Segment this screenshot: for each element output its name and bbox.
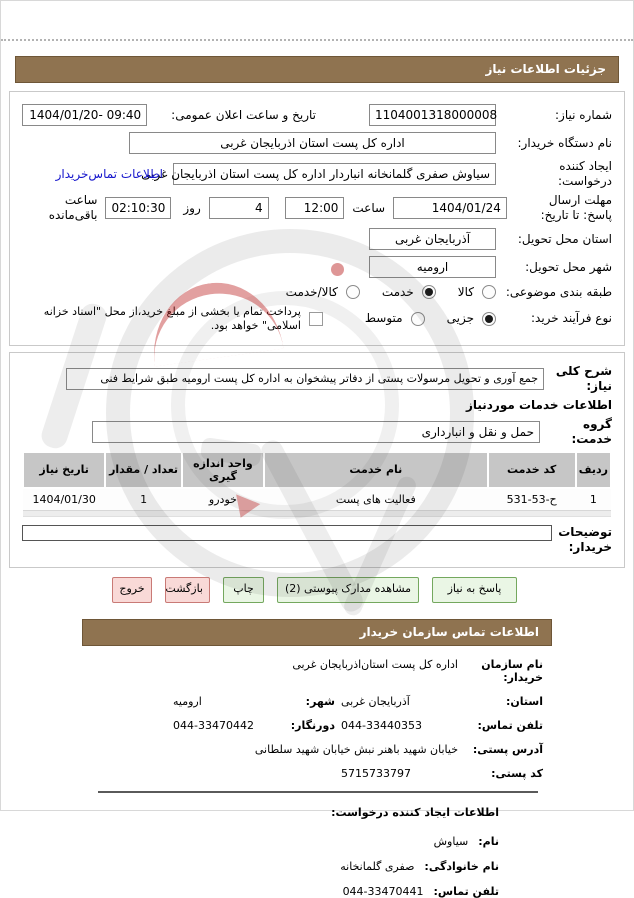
section-divider <box>98 791 538 793</box>
org-name-row <box>1 658 543 684</box>
col-need-date: تاریخ نیاز <box>23 452 105 488</box>
cell-service-code: 531-53-ح <box>488 488 576 511</box>
service-group-row <box>22 417 612 447</box>
creator-name-label: نام: <box>478 834 499 848</box>
creator-name-row <box>1 835 499 848</box>
org-contact-section <box>1 658 633 780</box>
details-section-header: جزئیات اطلاعات نیاز <box>15 56 619 83</box>
buyer-notes-row <box>22 525 612 555</box>
cell-row-number: 1 <box>576 488 611 511</box>
need-info-panel <box>9 91 625 346</box>
announce-datetime-field[interactable]: 1404/01/20- 09:40 <box>22 104 147 126</box>
process-type-label: نوع فرآیند خرید: <box>531 311 612 326</box>
org-name-label: نام سازمان خریدار: <box>481 657 543 684</box>
org-phone-value: 044-33440353 <box>341 718 422 732</box>
radio-goods-service[interactable] <box>346 285 360 299</box>
col-service-code: کد خدمت <box>488 452 576 488</box>
request-creator-title: اطلاعات ایجاد کننده درخواست: <box>331 805 499 819</box>
delivery-province-label: استان محل تحویل: <box>517 231 612 246</box>
org-province-value: آذربایجان غربی <box>341 694 410 708</box>
response-deadline-label: مهلت ارسال پاسخ: تا تاریخ: <box>540 193 612 222</box>
buyer-notes-field[interactable] <box>22 525 552 541</box>
radio-service[interactable] <box>422 285 436 299</box>
org-phone-label: تلفن تماس: <box>477 718 543 732</box>
org-phone-fax-row <box>1 719 543 732</box>
org-postal-value: 5715733797 <box>341 766 411 780</box>
deadline-days-field[interactable]: 4 <box>209 197 269 219</box>
back-button[interactable]: بازگشت <box>165 577 210 603</box>
col-unit: واحد اندازه گیری <box>182 452 264 488</box>
deadline-hour-label: ساعت <box>352 200 386 215</box>
service-group-field[interactable]: حمل و نقل و انبارداری <box>92 421 540 443</box>
org-fax-value: 044-33470442 <box>173 718 254 732</box>
radio-medium-label: متوسط <box>364 311 403 326</box>
org-province-city-row <box>1 695 543 708</box>
org-province-label: استان: <box>506 694 543 708</box>
request-creator-label: ایجاد کننده درخواست: <box>558 159 612 188</box>
cell-service-name: فعالیت های پست <box>264 488 487 511</box>
treasury-note-label: پرداخت تمام یا بخشی از مبلغ خرید،از محل "اسناد خزانه اسلامی" خواهد بود. <box>43 305 301 332</box>
org-address-row <box>1 743 543 756</box>
classification-label: طبقه بندی موضوعی: <box>505 284 612 299</box>
org-city-value: ارومیه <box>173 694 202 708</box>
print-button[interactable]: چاپ <box>223 577 264 603</box>
request-creator-row <box>22 159 612 189</box>
col-quantity: تعداد / مقدار <box>105 452 181 488</box>
contact-section-header: اطلاعات تماس سازمان خریدار <box>82 619 552 646</box>
announce-datetime-label: تاریخ و ساعت اعلان عمومی: <box>171 107 316 122</box>
cell-unit: خودرو <box>182 488 264 511</box>
exit-button[interactable]: خروج <box>112 577 152 603</box>
need-number-label: شماره نیاز: <box>555 107 612 122</box>
service-row[interactable] <box>23 488 611 511</box>
delivery-city-label: شهر محل تحویل: <box>525 259 612 274</box>
creator-phone-row <box>1 885 499 898</box>
org-city-label: شهر: <box>305 694 335 708</box>
radio-goods[interactable] <box>482 285 496 299</box>
delivery-province-row <box>22 227 612 251</box>
request-creator-section <box>1 806 633 898</box>
org-postal-label: کد پستی: <box>491 766 543 780</box>
buyer-contact-link[interactable]: اطلاعات تماس‌خریدار <box>55 167 163 181</box>
delivery-city-row <box>22 255 612 279</box>
need-description-field[interactable]: جمع آوری و تحویل مرسولات پستی از دفاتر پیشخوان به اداره کل پست ارومیه طبق شرایط فنی <box>66 368 544 390</box>
org-name-value: اداره کل پست استان‌اذربایجان غربی <box>292 657 458 671</box>
radio-goods-label: کالا <box>457 284 474 299</box>
radio-goods-service-label: کالا/خدمت <box>285 284 338 299</box>
org-postal-row <box>1 767 543 780</box>
cell-need-date: 1404/01/30 <box>23 488 105 511</box>
action-buttons <box>1 577 517 603</box>
creator-family-row <box>1 860 499 873</box>
buyer-notes-label: توضیحات خریدار: <box>558 524 612 554</box>
services-table <box>22 451 612 517</box>
radio-service-label: خدمت <box>381 284 414 299</box>
table-empty-strip <box>23 510 611 516</box>
creator-family-label: نام خانوادگی: <box>424 859 499 873</box>
org-address-value: خیابان شهید باهنر نبش خیابان شهید سلطانی <box>254 742 458 756</box>
view-attachments-button[interactable]: مشاهده مدارک پیوستی (2) <box>277 577 419 603</box>
remaining-hours-label: ساعت باقی‌مانده <box>48 193 98 222</box>
creator-family-value: صفری گلمانخانه <box>340 859 415 873</box>
col-service-name: نام خدمت <box>264 452 487 488</box>
classification-row <box>22 283 612 301</box>
service-group-label: گروه خدمت: <box>571 416 612 446</box>
need-description-label: شرح کلی نیاز: <box>555 363 612 393</box>
deadline-time-field[interactable]: 12:00 <box>285 197 345 219</box>
buyer-name-field[interactable]: اداره کل پست استان اذربایجان غربی <box>129 132 496 154</box>
process-type-row <box>22 305 612 333</box>
buyer-name-label: نام دستگاه خریدار: <box>517 135 612 150</box>
org-address-label: آدرس پستی: <box>472 742 543 756</box>
respond-to-need-button[interactable]: پاسخ به نیاز <box>432 577 517 603</box>
request-creator-field[interactable]: سیاوش صفری گلمانخانه انباردار اداره کل پست استان اذربایجان غربی <box>173 163 496 185</box>
radio-minor-label: جزیی <box>446 311 474 326</box>
delivery-city-field[interactable]: ارومیه <box>369 256 496 278</box>
radio-medium[interactable] <box>411 312 425 326</box>
day-unit-label: روز <box>183 200 201 215</box>
creator-name-value: سیاوش <box>433 834 469 848</box>
buyer-name-row <box>22 131 612 155</box>
cell-quantity: 1 <box>105 488 181 511</box>
need-description-row <box>22 364 612 394</box>
treasury-checkbox[interactable] <box>309 312 323 326</box>
services-table-header-row <box>23 452 611 488</box>
services-panel <box>9 352 625 568</box>
remaining-time-field[interactable]: 02:10:30 <box>105 197 171 219</box>
response-deadline-row <box>22 193 612 223</box>
need-number-row <box>22 103 612 127</box>
creator-phone-label: تلفن تماس: <box>433 884 499 898</box>
radio-minor[interactable] <box>482 312 496 326</box>
dotted-separator <box>1 39 633 41</box>
deadline-date-field[interactable]: 1404/01/24 <box>393 197 507 219</box>
need-number-field[interactable]: 1104001318000008 <box>369 104 496 126</box>
delivery-province-field[interactable]: آذربایجان غربی <box>369 228 496 250</box>
services-section-title: اطلاعات خدمات موردنیاز <box>465 397 612 412</box>
col-row-number: ردیف <box>576 452 611 488</box>
org-fax-label: دورنگار: <box>290 718 335 732</box>
creator-phone-value: 044-33470441 <box>342 884 424 898</box>
